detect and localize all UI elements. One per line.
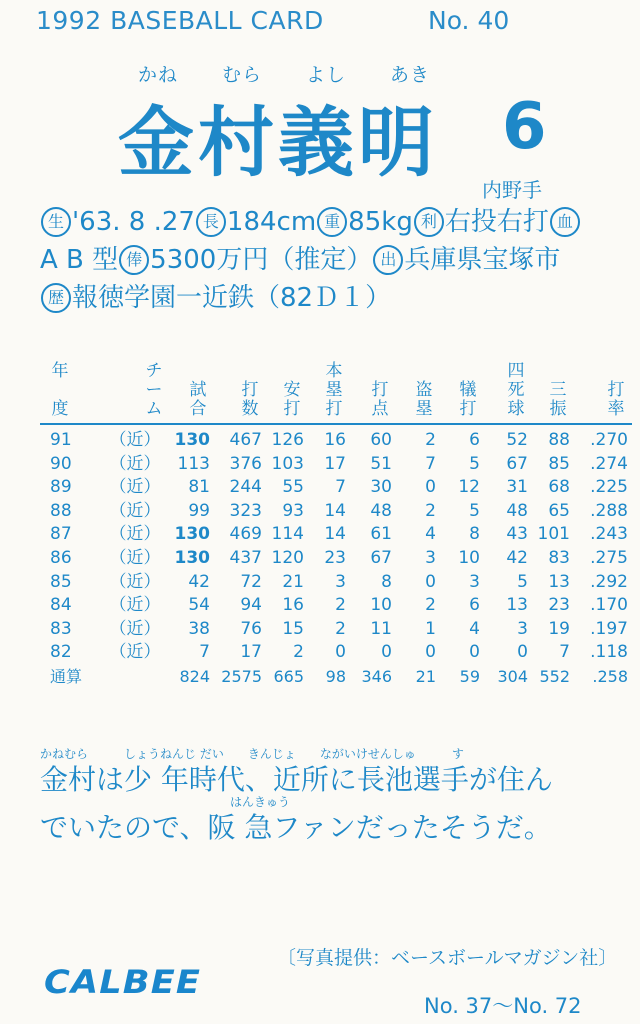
stats-header-cell: 本 塁 打: [325, 361, 343, 419]
stats-cell: 67: [506, 453, 528, 474]
stats-cell: 31: [506, 477, 528, 498]
stats-cell: 3: [335, 571, 346, 592]
table-row: [40, 523, 632, 547]
stats-cell: 1: [425, 618, 436, 639]
stats-cell: 83: [50, 618, 72, 639]
stats-cell: 88: [50, 500, 72, 521]
comment-furigana-2: はんきゅう: [230, 795, 291, 809]
stats-cell: 38: [188, 618, 210, 639]
stats-header-cell: 打 数: [241, 380, 259, 419]
furigana-4: あき: [390, 64, 431, 86]
stats-header-cell: 打 点: [371, 380, 389, 419]
stats-cell: 6: [469, 595, 480, 616]
stats-table: [40, 362, 632, 689]
total-cell: 665: [273, 666, 304, 686]
stats-cell: 11: [370, 618, 392, 639]
stats-cell: .243: [590, 524, 628, 545]
stats-cell: .170: [590, 595, 628, 616]
stats-header-cell: 犠 打: [459, 380, 477, 419]
furigana-3: よし: [306, 64, 347, 86]
card-set-title: 1992 BASEBALL CARD: [36, 6, 324, 35]
stats-cell: 2: [335, 618, 346, 639]
stats-cell: 13: [506, 595, 528, 616]
stats-cell: 14: [324, 500, 346, 521]
stats-cell: 2: [335, 595, 346, 616]
stats-cell: .225: [590, 477, 628, 498]
player-position: 内野手: [482, 178, 542, 202]
stats-cell: 10: [370, 595, 392, 616]
stats-cell: 5: [469, 453, 480, 474]
total-label: 通算: [50, 666, 83, 686]
stats-body: [40, 424, 632, 689]
stats-cell: 82: [50, 642, 72, 663]
stats-cell: 54: [188, 595, 210, 616]
total-cell: 304: [497, 666, 528, 686]
table-row: [40, 618, 632, 642]
stats-cell: 90: [50, 453, 72, 474]
stats-cell: 130: [174, 430, 210, 450]
profile-line-1: [40, 203, 630, 241]
player-profile: [40, 203, 630, 317]
stats-cell: （近）: [109, 430, 161, 450]
stats-cell: 48: [370, 500, 392, 521]
total-cell: .258: [592, 666, 628, 686]
stats-cell: 83: [548, 547, 570, 568]
stats-cell: 323: [229, 500, 262, 521]
stats-cell: （近）: [109, 618, 161, 639]
birth-icon: 生: [41, 207, 71, 237]
comment-furigana-1: かねむら しょうねんじ だい きんじょ ながいけせんしゅ す: [40, 747, 464, 761]
stats-cell: .288: [590, 500, 628, 521]
stats-cell: 88: [548, 430, 570, 450]
height-icon: 長: [196, 207, 226, 237]
stats-cell: 17: [240, 642, 262, 663]
total-cell: 346: [361, 666, 392, 686]
furigana-2: むら: [222, 64, 263, 86]
furigana-1: かね: [138, 64, 179, 86]
stats-cell: 7: [199, 642, 210, 663]
photo-credit: 〔写真提供：ベースボールマガジン社〕: [277, 947, 618, 969]
stats-cell: （近）: [109, 524, 161, 545]
card-number: No. 40: [428, 6, 510, 35]
stats-header-cell: 打 率: [607, 380, 625, 419]
stats-cell: 72: [240, 571, 262, 592]
stats-cell: 89: [50, 477, 72, 498]
stats-cell: 84: [50, 595, 72, 616]
stats-cell: 16: [324, 430, 346, 450]
stats-cell: .275: [590, 547, 628, 568]
stats-header-cell: 安 打: [283, 380, 301, 419]
stats-cell: 113: [177, 453, 210, 474]
profile-line-3: [40, 279, 630, 317]
stats-cell: 76: [240, 618, 262, 639]
stats-cell: 2: [425, 595, 436, 616]
stats-cell: 437: [229, 547, 262, 568]
origin-icon: 出: [373, 245, 403, 275]
salary: 5300万円（推定）: [150, 245, 373, 275]
calbee-logo: CALBEE: [44, 963, 202, 1001]
stats-cell: 52: [506, 430, 528, 450]
weight: 85kg: [348, 207, 413, 237]
profile-line-2: [40, 241, 630, 279]
stats-header-cell: 四 死 球: [507, 361, 525, 419]
stats-cell: 8: [381, 571, 392, 592]
stats-cell: .118: [590, 642, 628, 663]
total-cell: 552: [539, 666, 570, 686]
stats-cell: 51: [370, 453, 392, 474]
stats-cell: 467: [229, 430, 262, 450]
stats-cell: 126: [271, 430, 304, 450]
player-name: 金村義明: [118, 98, 438, 187]
stats-header-cell: 試 合: [189, 380, 207, 419]
stats-cell: 10: [458, 547, 480, 568]
stats-cell: 60: [370, 430, 392, 450]
stats-cell: 7: [335, 477, 346, 498]
stats-cell: 15: [282, 618, 304, 639]
stats-cell: （近）: [109, 571, 161, 592]
stats-cell: 21: [282, 571, 304, 592]
stats-cell: （近）: [109, 453, 161, 474]
stats-cell: 6: [469, 430, 480, 450]
stats-cell: .197: [590, 618, 628, 639]
stats-cell: 67: [370, 547, 392, 568]
stats-cell: 8: [469, 524, 480, 545]
stats-cell: 68: [548, 477, 570, 498]
stats-cell: 42: [506, 547, 528, 568]
stats-cell: 7: [425, 453, 436, 474]
stats-cell: 87: [50, 524, 72, 545]
stats-cell: 3: [517, 618, 528, 639]
throws-icon: 利: [414, 207, 444, 237]
blood-type: A B 型: [40, 245, 119, 275]
hometown: 兵庫県宝塚市: [404, 245, 561, 275]
total-cell: 59: [459, 666, 480, 686]
career: 報徳学園一近鉄（82Ｄ１）: [72, 283, 392, 313]
stats-cell: （近）: [109, 642, 161, 663]
table-row: [40, 547, 632, 571]
stats-cell: 0: [381, 642, 392, 663]
stats-cell: 55: [282, 477, 304, 498]
stats-cell: 85: [50, 571, 72, 592]
stats-cell: 0: [335, 642, 346, 663]
stats-cell: 2: [293, 642, 304, 663]
stats-cell: 0: [517, 642, 528, 663]
stats-cell: 376: [229, 453, 262, 474]
stats-cell: 2: [425, 430, 436, 450]
stats-cell: 114: [271, 524, 304, 545]
stats-total-row: [40, 665, 632, 689]
stats-cell: 5: [517, 571, 528, 592]
table-row: [40, 453, 632, 477]
stats-cell: 4: [425, 524, 436, 545]
stats-cell: 0: [425, 571, 436, 592]
stats-cell: 23: [324, 547, 346, 568]
stats-cell: 91: [50, 430, 72, 450]
stats-cell: 43: [506, 524, 528, 545]
stats-cell: .292: [590, 571, 628, 592]
stats-header-row: [40, 362, 632, 424]
stats-cell: 94: [240, 595, 262, 616]
stats-header-cell: チ ー ム: [145, 361, 163, 419]
stats-cell: 3: [469, 571, 480, 592]
stats-cell: 120: [271, 547, 304, 568]
stats-cell: 130: [174, 524, 210, 545]
stats-cell: 103: [271, 453, 304, 474]
stats-header-cell: 盗 塁: [415, 380, 433, 419]
stats-cell: 469: [229, 524, 262, 545]
stats-cell: （近）: [109, 500, 161, 521]
table-row: [40, 571, 632, 595]
stats-header-cell: 年 度: [51, 361, 69, 419]
stats-cell: 101: [537, 524, 570, 545]
stats-cell: 81: [188, 477, 210, 498]
stats-cell: 19: [548, 618, 570, 639]
table-row: [40, 641, 632, 665]
stats-cell: 13: [548, 571, 570, 592]
series-range: No. 37〜No. 72: [424, 994, 582, 1018]
stats-cell: 244: [229, 477, 262, 498]
table-row: [40, 424, 632, 453]
stats-cell: 130: [174, 547, 210, 568]
uniform-number: 6: [502, 90, 547, 164]
stats-cell: （近）: [109, 477, 161, 498]
stats-cell: 65: [548, 500, 570, 521]
stats-cell: 85: [548, 453, 570, 474]
stats-cell: 93: [282, 500, 304, 521]
stats-cell: 30: [370, 477, 392, 498]
stats-cell: 48: [506, 500, 528, 521]
weight-icon: 重: [317, 207, 347, 237]
blood-icon: 血: [550, 207, 580, 237]
comment-line-1: 金村は少 年時代、近所に長池選手が住ん: [40, 763, 553, 796]
table-row: [40, 476, 632, 500]
stats-header-cell: 三 振: [549, 380, 567, 419]
stats-cell: 5: [469, 500, 480, 521]
stats-cell: 4: [469, 618, 480, 639]
stats-cell: 2: [425, 500, 436, 521]
stats-cell: 0: [425, 477, 436, 498]
stats-cell: 7: [559, 642, 570, 663]
stats-cell: 86: [50, 547, 72, 568]
comment-line-2: でいたので、阪 急ファンだったそうだ。: [40, 811, 552, 844]
total-cell: 824: [179, 666, 210, 686]
stats-cell: 14: [324, 524, 346, 545]
stats-cell: 99: [188, 500, 210, 521]
total-cell: 21: [415, 666, 436, 686]
stats-cell: 42: [188, 571, 210, 592]
total-cell: 2575: [221, 666, 262, 686]
stats-cell: 17: [324, 453, 346, 474]
table-row: [40, 594, 632, 618]
stats-cell: 16: [282, 595, 304, 616]
career-icon: 歴: [41, 283, 71, 313]
throws-bats: 右投右打: [444, 207, 549, 237]
stats-cell: （近）: [109, 595, 161, 616]
stats-cell: 12: [458, 477, 480, 498]
stats-cell: 3: [425, 547, 436, 568]
stats-cell: 23: [548, 595, 570, 616]
stats-cell: 0: [425, 642, 436, 663]
salary-icon: 俸: [119, 245, 149, 275]
height: 184cm: [226, 207, 317, 237]
stats-cell: （近）: [109, 547, 161, 568]
total-cell: 98: [325, 666, 346, 686]
stats-cell: .274: [590, 453, 628, 474]
birthdate: '63. 8 .27: [72, 207, 195, 237]
table-row: [40, 500, 632, 524]
stats-cell: .270: [590, 430, 628, 450]
stats-cell: 0: [469, 642, 480, 663]
stats-cell: 61: [370, 524, 392, 545]
